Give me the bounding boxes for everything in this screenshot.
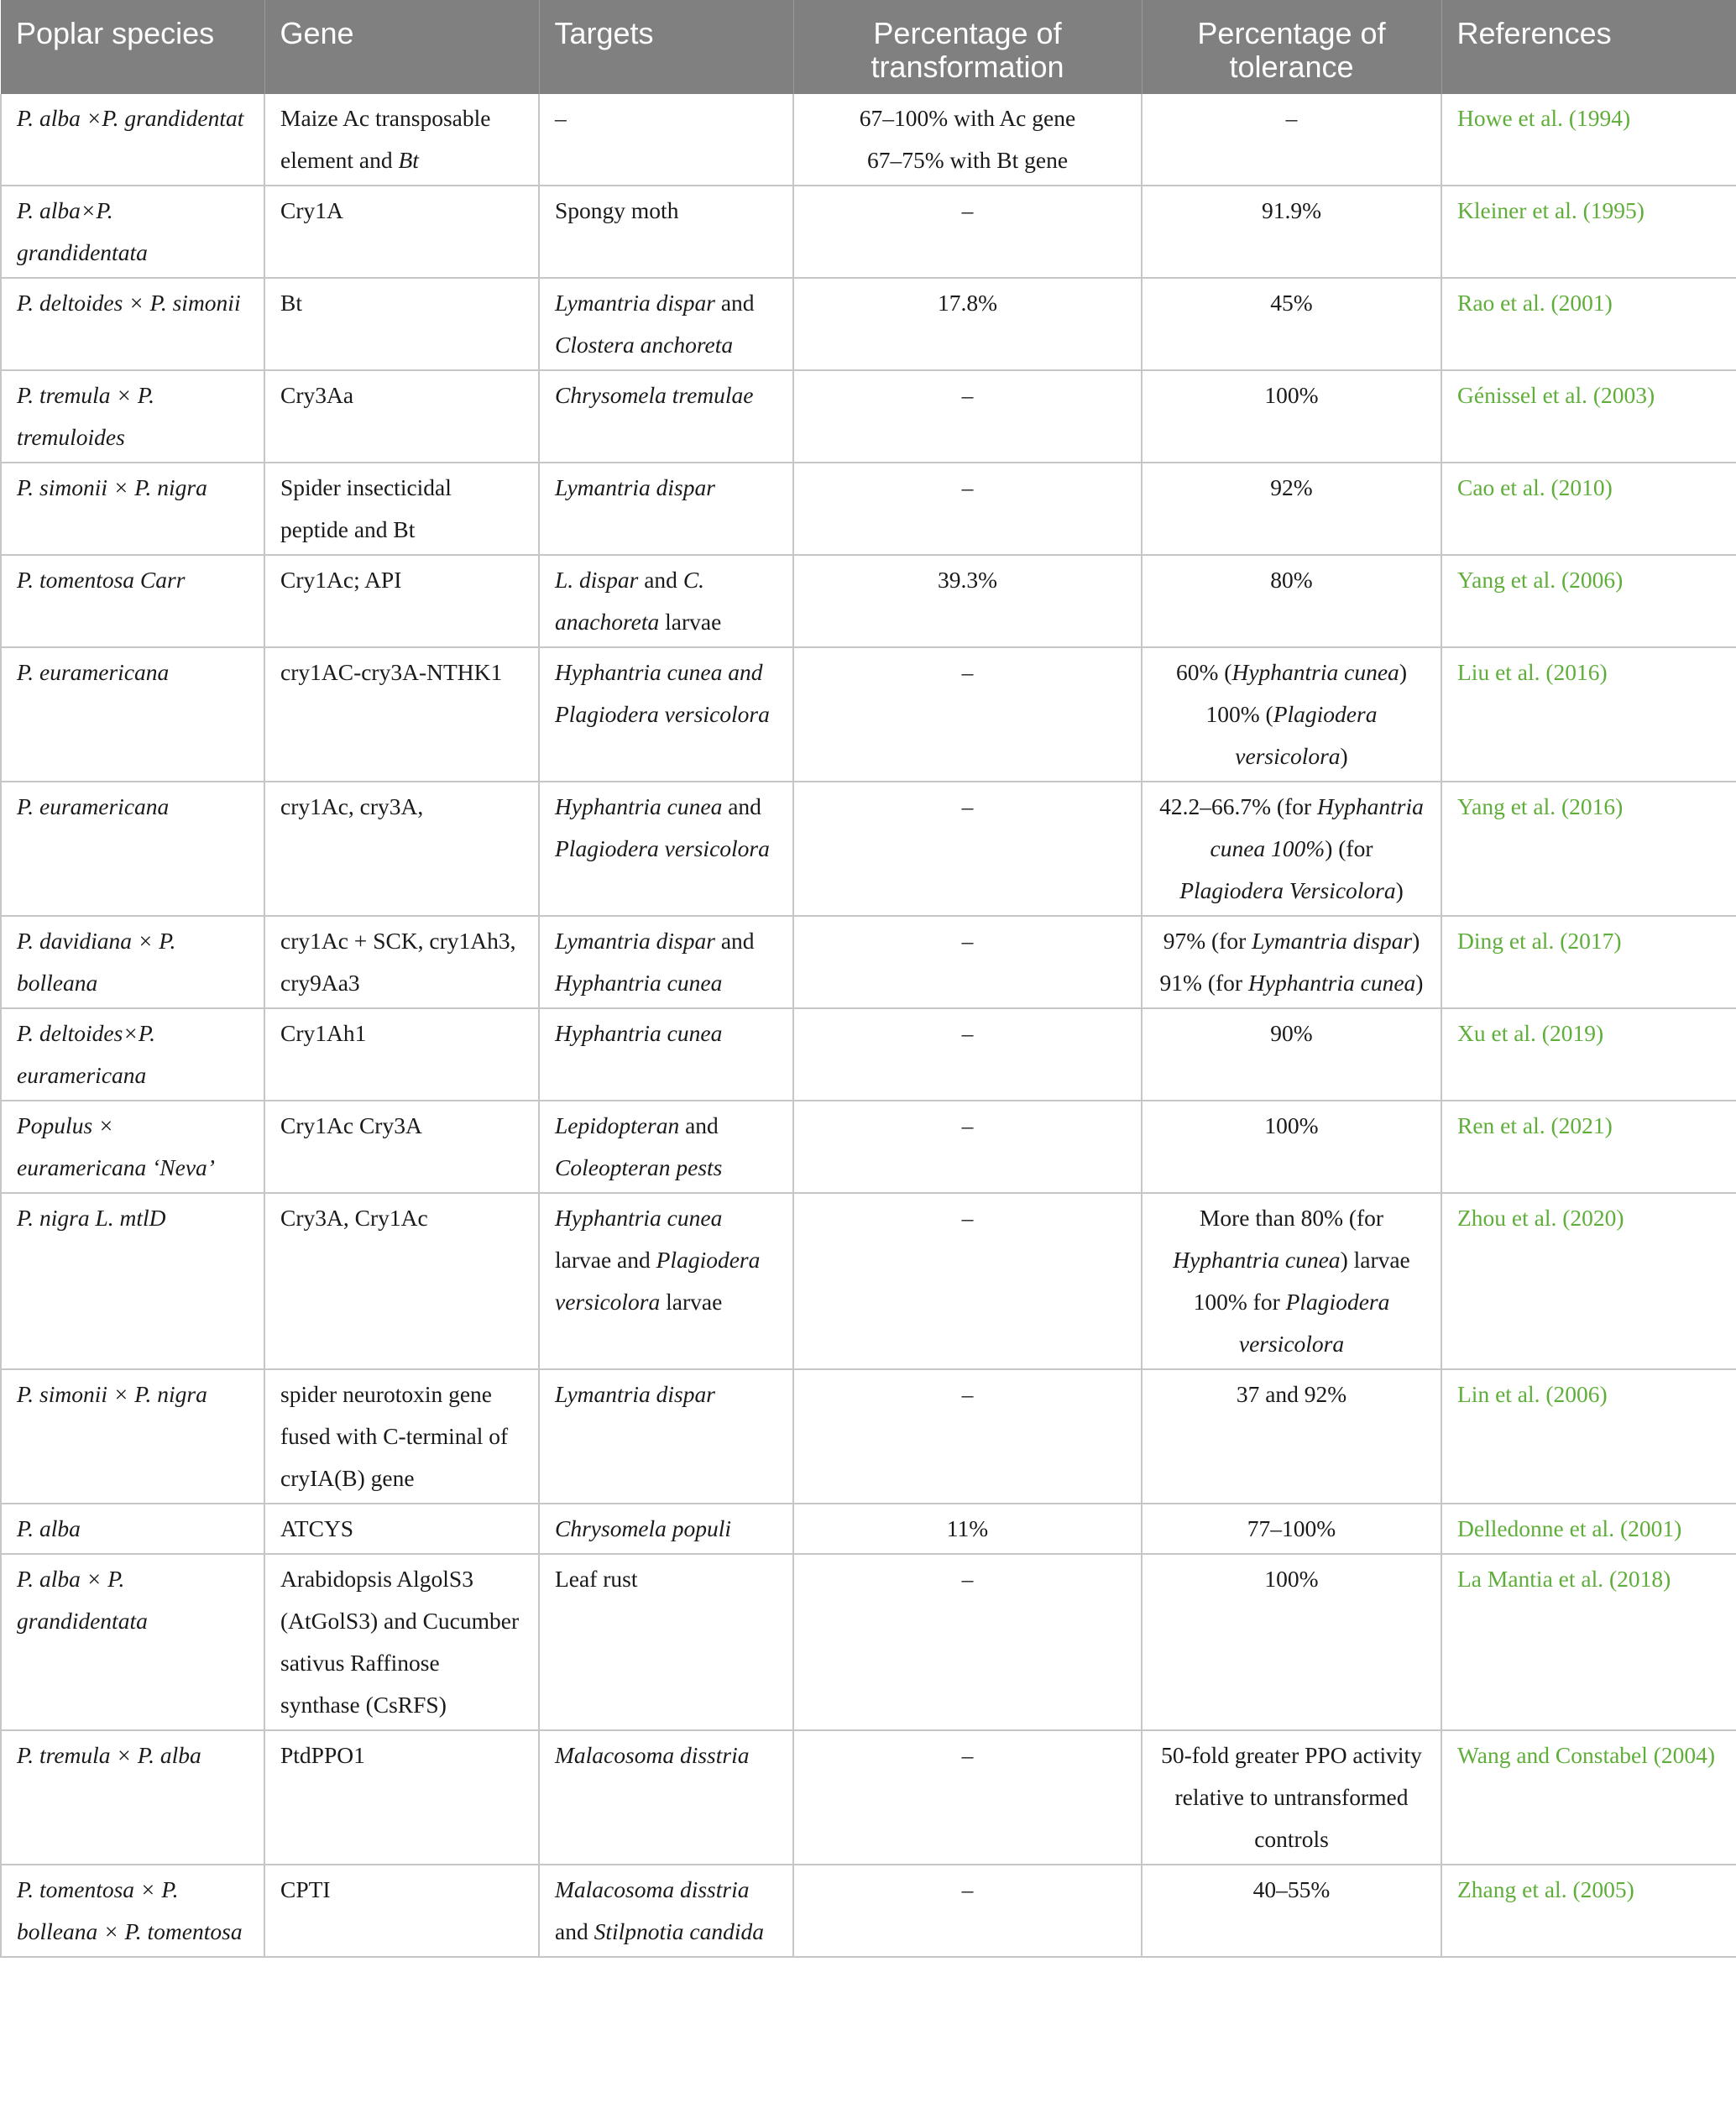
species-cell: P. tomentosa Carr — [1, 555, 264, 647]
tolerance-cell: More than 80% (for Hyphantria cunea) larvae 100% for Plagiodera versicolora — [1142, 1193, 1441, 1369]
species-cell: P. simonii × P. nigra — [1, 1369, 264, 1504]
table-row — [1, 1554, 1736, 1730]
species-cell: P. tomentosa × P. bolleana × P. tomentosa — [1, 1865, 264, 1957]
species-cell: P. alba×P. grandidentata — [1, 186, 264, 278]
transformation-cell: – — [793, 782, 1142, 916]
species-cell: Populus × euramericana ‘Neva’ — [1, 1101, 264, 1193]
species-cell: P. nigra L. mtlD — [1, 1193, 264, 1369]
transformation-cell: – — [793, 1101, 1142, 1193]
species-cell: P. simonii × P. nigra — [1, 463, 264, 555]
transformation-cell: – — [793, 916, 1142, 1008]
targets-cell: Chrysomela tremulae — [539, 370, 793, 463]
reference-link[interactable]: Delledonne et al. (2001) — [1441, 1504, 1736, 1554]
table-row — [1, 1008, 1736, 1101]
tolerance-cell: 100% — [1142, 1554, 1441, 1730]
species-cell: P. alba × P. grandidentata — [1, 1554, 264, 1730]
gene-cell: CPTI — [264, 1865, 539, 1957]
gene-cell: Cry1Ac Cry3A — [264, 1101, 539, 1193]
species-cell: P. euramericana — [1, 647, 264, 782]
species-cell: P. deltoides×P. euramericana — [1, 1008, 264, 1101]
reference-link[interactable]: Zhou et al. (2020) — [1441, 1193, 1736, 1369]
tolerance-cell: 77–100% — [1142, 1504, 1441, 1554]
reference-link[interactable]: Cao et al. (2010) — [1441, 463, 1736, 555]
reference-link[interactable]: Zhang et al. (2005) — [1441, 1865, 1736, 1957]
transformation-cell: – — [793, 1865, 1142, 1957]
reference-link[interactable]: Howe et al. (1994) — [1441, 94, 1736, 186]
targets-cell: L. dispar and C. anachoreta larvae — [539, 555, 793, 647]
reference-link[interactable]: Rao et al. (2001) — [1441, 278, 1736, 370]
targets-cell: Hyphantria cunea larvae and Plagiodera versicolora larvae — [539, 1193, 793, 1369]
gene-cell: spider neurotoxin gene fused with C-terminal of cryIA(B) gene — [264, 1369, 539, 1504]
tolerance-cell: 91.9% — [1142, 186, 1441, 278]
table-row — [1, 94, 1736, 186]
reference-link[interactable]: La Mantia et al. (2018) — [1441, 1554, 1736, 1730]
transformation-cell: – — [793, 463, 1142, 555]
gene-cell: Cry1Ac; API — [264, 555, 539, 647]
tolerance-cell: 60% (Hyphantria cunea) 100% (Plagiodera versicolora) — [1142, 647, 1441, 782]
table-row — [1, 555, 1736, 647]
header-transformation: Percentage of transformation — [793, 0, 1142, 94]
gene-cell: PtdPPO1 — [264, 1730, 539, 1865]
species-cell: P. davidiana × P. bolleana — [1, 916, 264, 1008]
table-row — [1, 1730, 1736, 1865]
header-targets: Targets — [539, 0, 793, 94]
transformation-cell: 11% — [793, 1504, 1142, 1554]
targets-cell: Lepidopteran and Coleopteran pests — [539, 1101, 793, 1193]
transformation-cell: 17.8% — [793, 278, 1142, 370]
tolerance-cell: 45% — [1142, 278, 1441, 370]
tolerance-cell: 100% — [1142, 370, 1441, 463]
tolerance-cell: 97% (for Lymantria dispar) 91% (for Hyphantria cunea) — [1142, 916, 1441, 1008]
species-cell: P. alba ×P. grandidentat — [1, 94, 264, 186]
tolerance-cell: 92% — [1142, 463, 1441, 555]
targets-cell: Chrysomela populi — [539, 1504, 793, 1554]
table-row — [1, 916, 1736, 1008]
species-cell: P. euramericana — [1, 782, 264, 916]
transformation-cell: – — [793, 1008, 1142, 1101]
targets-cell: Malacosoma disstria — [539, 1730, 793, 1865]
targets-cell: Lymantria dispar — [539, 463, 793, 555]
reference-link[interactable]: Ding et al. (2017) — [1441, 916, 1736, 1008]
transformation-cell: 67–100% with Ac gene 67–75% with Bt gene — [793, 94, 1142, 186]
targets-cell: Lymantria dispar and Clostera anchoreta — [539, 278, 793, 370]
targets-cell: Lymantria dispar and Hyphantria cunea — [539, 916, 793, 1008]
targets-cell: Malacosoma disstria and Stilpnotia candida — [539, 1865, 793, 1957]
tolerance-cell: 50-fold greater PPO activity relative to untransformed controls — [1142, 1730, 1441, 1865]
table-row — [1, 782, 1736, 916]
gene-cell: Cry3Aa — [264, 370, 539, 463]
gene-cell: cry1Ac, cry3A, — [264, 782, 539, 916]
tolerance-cell: 90% — [1142, 1008, 1441, 1101]
reference-link[interactable]: Kleiner et al. (1995) — [1441, 186, 1736, 278]
header-species: Poplar species — [1, 0, 264, 94]
gene-cell: Cry1Ah1 — [264, 1008, 539, 1101]
transformation-cell: – — [793, 1554, 1142, 1730]
gene-cell: Cry1A — [264, 186, 539, 278]
header-references: References — [1441, 0, 1736, 94]
tolerance-cell: 40–55% — [1142, 1865, 1441, 1957]
tolerance-cell: 80% — [1142, 555, 1441, 647]
transformation-cell: – — [793, 1730, 1142, 1865]
table-body — [1, 94, 1736, 1957]
tolerance-cell: – — [1142, 94, 1441, 186]
species-cell: P. tremula × P. tremuloides — [1, 370, 264, 463]
reference-link[interactable]: Liu et al. (2016) — [1441, 647, 1736, 782]
targets-cell: Hyphantria cunea and Plagiodera versicolora — [539, 647, 793, 782]
targets-cell: Hyphantria cunea — [539, 1008, 793, 1101]
targets-cell: Spongy moth — [539, 186, 793, 278]
table-row — [1, 278, 1736, 370]
species-cell: P. deltoides × P. simonii — [1, 278, 264, 370]
tolerance-cell: 37 and 92% — [1142, 1369, 1441, 1504]
gene-cell: cry1AC-cry3A-NTHK1 — [264, 647, 539, 782]
tolerance-cell: 100% — [1142, 1101, 1441, 1193]
gene-cell: Cry3A, Cry1Ac — [264, 1193, 539, 1369]
table-row — [1, 1865, 1736, 1957]
tolerance-cell: 42.2–66.7% (for Hyphantria cunea 100%) (for Plagiodera Versicolora) — [1142, 782, 1441, 916]
header-gene: Gene — [264, 0, 539, 94]
reference-link[interactable]: Xu et al. (2019) — [1441, 1008, 1736, 1101]
transformation-cell: – — [793, 1369, 1142, 1504]
table-row — [1, 647, 1736, 782]
species-cell: P. tremula × P. alba — [1, 1730, 264, 1865]
table-row — [1, 186, 1736, 278]
transformation-cell: – — [793, 1193, 1142, 1369]
table-row — [1, 1504, 1736, 1554]
gene-cell: Maize Ac transposable element and Bt — [264, 94, 539, 186]
table-row — [1, 463, 1736, 555]
table-row — [1, 1369, 1736, 1504]
targets-cell: Hyphantria cunea and Plagiodera versicolora — [539, 782, 793, 916]
table-row — [1, 1193, 1736, 1369]
reference-link[interactable]: Yang et al. (2016) — [1441, 782, 1736, 916]
transformation-cell: – — [793, 186, 1142, 278]
targets-cell: Leaf rust — [539, 1554, 793, 1730]
reference-link[interactable]: Yang et al. (2006) — [1441, 555, 1736, 647]
species-cell: P. alba — [1, 1504, 264, 1554]
table-row — [1, 1101, 1736, 1193]
reference-link[interactable]: Ren et al. (2021) — [1441, 1101, 1736, 1193]
reference-link[interactable]: Wang and Constabel (2004) — [1441, 1730, 1736, 1865]
reference-link[interactable]: Génissel et al. (2003) — [1441, 370, 1736, 463]
transformation-cell: – — [793, 370, 1142, 463]
transformation-cell: – — [793, 647, 1142, 782]
reference-link[interactable]: Lin et al. (2006) — [1441, 1369, 1736, 1504]
transformation-cell: 39.3% — [793, 555, 1142, 647]
gene-cell: Bt — [264, 278, 539, 370]
gene-cell: Spider insecticidal peptide and Bt — [264, 463, 539, 555]
gene-cell: cry1Ac + SCK, cry1Ah3, cry9Aa3 — [264, 916, 539, 1008]
header-row — [1, 0, 1736, 94]
targets-cell: Lymantria dispar — [539, 1369, 793, 1504]
targets-cell: – — [539, 94, 793, 186]
gene-cell: ATCYS — [264, 1504, 539, 1554]
header-tolerance: Percentage of tolerance — [1142, 0, 1441, 94]
gene-cell: Arabidopsis AlgolS3 (AtGolS3) and Cucumber sativus Raffinose synthase (CsRFS) — [264, 1554, 539, 1730]
table-row — [1, 370, 1736, 463]
